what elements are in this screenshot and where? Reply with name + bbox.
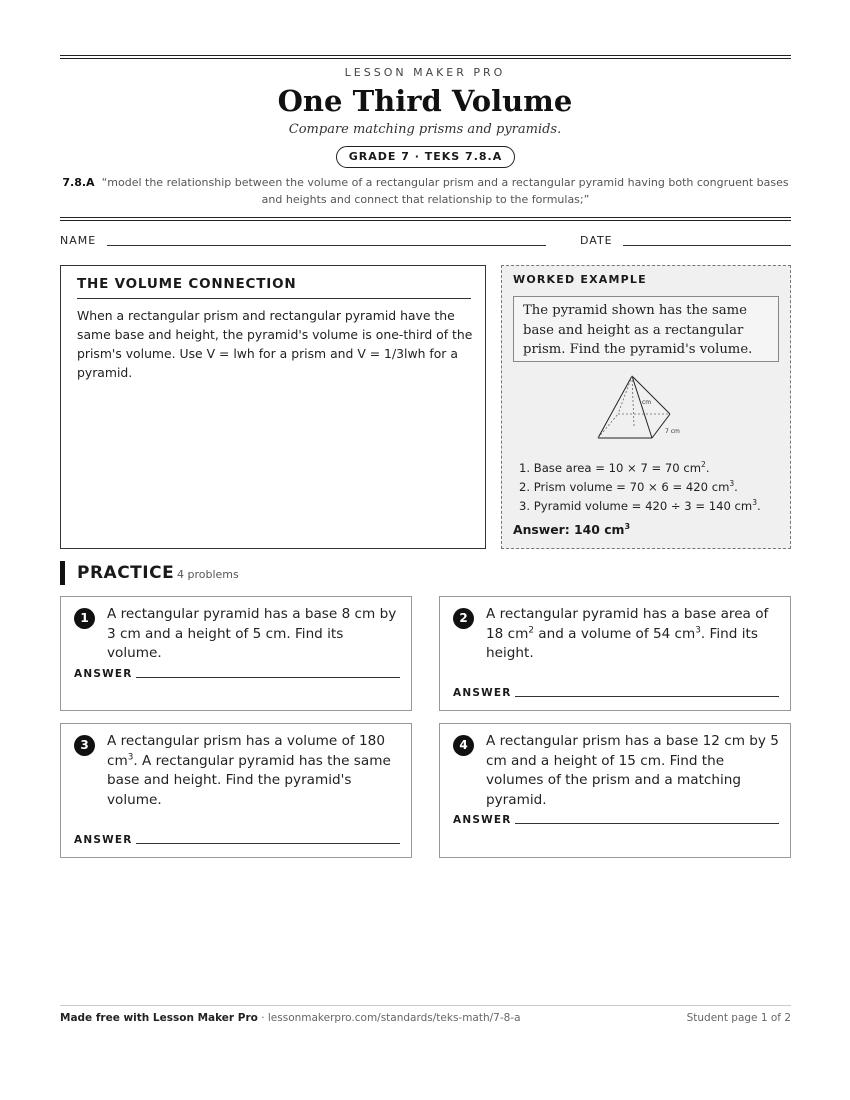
standard-code: 7.8.A (62, 176, 95, 189)
problem-text: A rectangular prism has a volume of 180 $cm^3$. A rectangular pyramid has the same base and height. Find the pyramid's volume. (107, 733, 391, 808)
problem-number-badge: 3 (74, 735, 95, 756)
worked-example-steps (519, 459, 761, 516)
page-title: One Third Volume (277, 84, 573, 118)
pyramid-figure (592, 374, 712, 454)
name-field[interactable] (107, 245, 546, 246)
header-bottom-rule (60, 217, 791, 218)
problem-number-badge: 1 (74, 608, 95, 629)
problem-number-badge: 2 (453, 608, 474, 629)
practice-problem-card (439, 596, 791, 711)
answer-label: ANSWER (74, 834, 133, 846)
problem-text: A rectangular pyramid has a base 8 cm by 3 cm and a height of 5 cm. Find its volume. (107, 606, 397, 661)
grade-badge: GRADE 7 · TEKS 7.8.A (336, 146, 515, 168)
answer-label: ANSWER (453, 814, 512, 826)
answer-label: ANSWER (74, 668, 133, 680)
name-label: NAME (60, 234, 97, 247)
practice-problem-card (60, 596, 412, 711)
volume-connection-text: When a rectangular prism and rectangular pyramid have the same base and height, the pyramid's volume is one-third of the prism's volume. Use V = lwh for a prism and V = 1/3lwh for a pyramid. (77, 308, 473, 380)
worked-example-step: 2. Prism volume = 70 × 6 = 420 $cm^3$. (519, 479, 738, 494)
pyramid-height-label: cm (642, 399, 652, 406)
footer-made-with: Made free with Lesson Maker Pro (60, 1012, 258, 1024)
brand-name: LESSON MAKER PRO (344, 66, 506, 79)
problem-text: A rectangular prism has a base 12 cm by 5 cm and a height of 15 cm. Find the volumes of the prism and a matching pyramid. (486, 733, 779, 808)
answer-field[interactable] (136, 677, 400, 678)
worked-example-step: 3. Pyramid volume = 420 ÷ 3 = 140 $cm^3$. (519, 498, 761, 513)
worked-example-answer: Answer: 140 $cm^3$ (513, 521, 631, 537)
pyramid-base-label: 7 cm (665, 428, 680, 435)
worked-example-problem: The pyramid shown has the same base and height as a rectangular prism. Find the pyramid's volume. (513, 296, 779, 362)
worked-example-label: WORKED EXAMPLE (513, 273, 647, 286)
practice-heading: PRACTICE (77, 563, 175, 583)
volume-connection-box (60, 265, 486, 549)
worked-example-step: 1. Base area = 10 × 7 = 70 $cm^2$. (519, 460, 710, 475)
worked-example-box (501, 265, 791, 549)
footer-divider (60, 1005, 791, 1006)
date-label: DATE (580, 234, 613, 247)
date-field[interactable] (623, 245, 791, 246)
volume-connection-divider (77, 298, 471, 299)
answer-field[interactable] (515, 696, 779, 697)
answer-field[interactable] (515, 823, 779, 824)
practice-problem-card (439, 723, 791, 858)
footer-page-number: Student page 1 of 2 (686, 1012, 791, 1024)
practice-problem-card (60, 723, 412, 858)
problem-text: A rectangular pyramid has a base area of 18 $cm^2$ and a volume of 54 $cm^3$. Find its height. (486, 606, 769, 661)
standard-statement (60, 174, 791, 208)
standard-text: “model the relationship between the volume of a rectangular prism and a rectangular pyramid having both congruent bases and heights and connect that relationship to the formulas;” (101, 176, 789, 206)
volume-connection-heading: THE VOLUME CONNECTION (77, 276, 297, 292)
header-top-rule (60, 55, 791, 56)
practice-accent-bar (60, 561, 65, 585)
practice-count: 4 problems (177, 568, 239, 581)
footer-url[interactable]: · lessonmakerpro.com/standards/teks-math/7-8-a (257, 1012, 521, 1024)
footer-credit (60, 1012, 521, 1024)
answer-field[interactable] (136, 843, 400, 844)
problem-number-badge: 4 (453, 735, 474, 756)
answer-label: ANSWER (453, 687, 512, 699)
page-subtitle: Compare matching prisms and pyramids. (288, 122, 562, 137)
